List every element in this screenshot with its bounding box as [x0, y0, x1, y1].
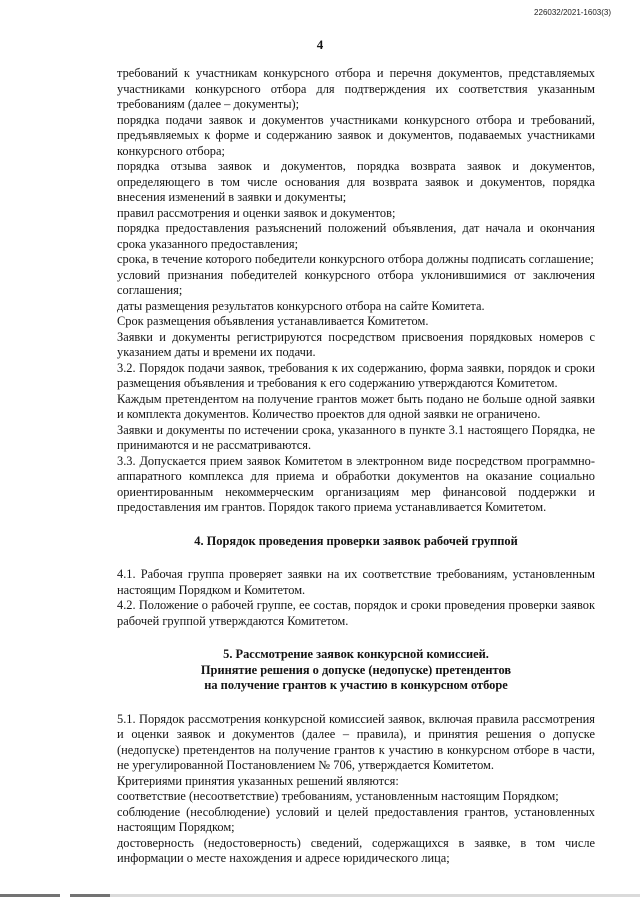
- paragraph: условий признания победителей конкурсного отбора уклонившимися от заключения соглашения;: [117, 267, 595, 297]
- scan-edge-artifact: [0, 894, 640, 897]
- paragraph: требований к участникам конкурсного отбора и перечня документов, представляемых участниками конкурсного отбора для подтверждения их соответствия указанным требованиям (далее – документы);: [117, 66, 595, 111]
- paragraph: Заявки и документы по истечении срока, указанного в пункте 3.1 настоящего Порядка, не принимаются и не рассматриваются.: [117, 422, 595, 452]
- document-body: [117, 66, 595, 867]
- paragraph: Срок размещения объявления устанавливается Комитетом.: [117, 314, 429, 328]
- paragraph: Критериями принятия указанных решений являются:: [117, 773, 399, 788]
- section-5-heading-line1: 5. Рассмотрение заявок конкурсной комиссией.: [223, 647, 489, 661]
- paragraph: 5.1. Порядок рассмотрения конкурсной комиссией заявок, включая правила рассмотрения и оценки заявок и документов (далее – правила), и принятия решения о допуске (недопуске) претендентов на получение грантов к участию в конкурсном отборе в части, не урегулированной Постановлением № 706, утверждается Комитетом.: [117, 711, 595, 772]
- paragraph: 4.2. Положение о рабочей группе, ее состав, порядок и сроки проведения проверки заявок рабочей группой утверждаются Комитетом.: [117, 598, 595, 628]
- paragraph: Каждым претендентом на получение грантов может быть подано не больше одной заявки и комплекта документов. Количество проектов для одной заявки не ограничено.: [117, 391, 595, 421]
- section-4-heading: 4. Порядок проведения проверки заявок рабочей группой: [194, 533, 518, 548]
- paragraph: 3.2. Порядок подачи заявок, требования к их содержанию, форма заявки, порядок и сроки размещения объявления и требования к его содержанию утверждаются Комитетом.: [117, 360, 595, 390]
- paragraph: даты размещения результатов конкурсного отбора на сайте Комитета.: [117, 298, 485, 313]
- paragraph: правил рассмотрения и оценки заявок и документов;: [117, 205, 396, 220]
- paragraph: срока, в течение которого победители конкурсного отбора должны подписать соглашение;: [117, 252, 594, 266]
- paragraph: соблюдение (несоблюдение) условий и целей предоставления грантов, установленных настоящим Порядком;: [117, 804, 595, 834]
- paragraph: 4.1. Рабочая группа проверяет заявки на их соответствие требованиям, установленным настоящим Порядком и Комитетом.: [117, 567, 595, 597]
- paragraph: Заявки и документы регистрируются посредством присвоения порядковых номеров с указанием даты и времени их подачи.: [117, 329, 595, 359]
- section-5-heading-line3: на получение грантов к участию в конкурсном отборе: [204, 678, 508, 692]
- paragraph: 3.3. Допускается прием заявок Комитетом в электронном виде посредством программно-аппаратного комплекса для приема и обработки документов на оказание социально ориентированным некоммерческим организациям мер финансовой поддержки и предоставления им грантов. Порядок такого приема устанавливается Комитетом.: [117, 453, 595, 514]
- paragraph: достоверность (недостоверность) сведений, содержащихся в заявке, в том числе информации о месте нахождения и адресе юридического лица;: [117, 835, 595, 865]
- paragraph: порядка подачи заявок и документов участниками конкурсного отбора и требований, предъявляемых к форме и содержанию заявок и документов, подаваемых участниками конкурсного отбора;: [117, 112, 595, 158]
- section-5-heading-line2: Принятие решения о допуске (недопуске) претендентов: [200, 662, 512, 677]
- paragraph: соответствие (несоответствие) требованиям, установленным настоящим Порядком;: [117, 789, 559, 803]
- document-number: 226032/2021-1603(3): [534, 8, 611, 17]
- paragraph: порядка предоставления разъяснений положений объявления, дат начала и окончания срока указанного предоставления;: [117, 221, 595, 251]
- page-number: 4: [316, 37, 324, 52]
- paragraph: порядка отзыва заявок и документов, порядка возврата заявок и документов, определяющего в том числе основания для возврата заявок и документов, порядка внесения изменений в заявки и документы;: [117, 159, 595, 204]
